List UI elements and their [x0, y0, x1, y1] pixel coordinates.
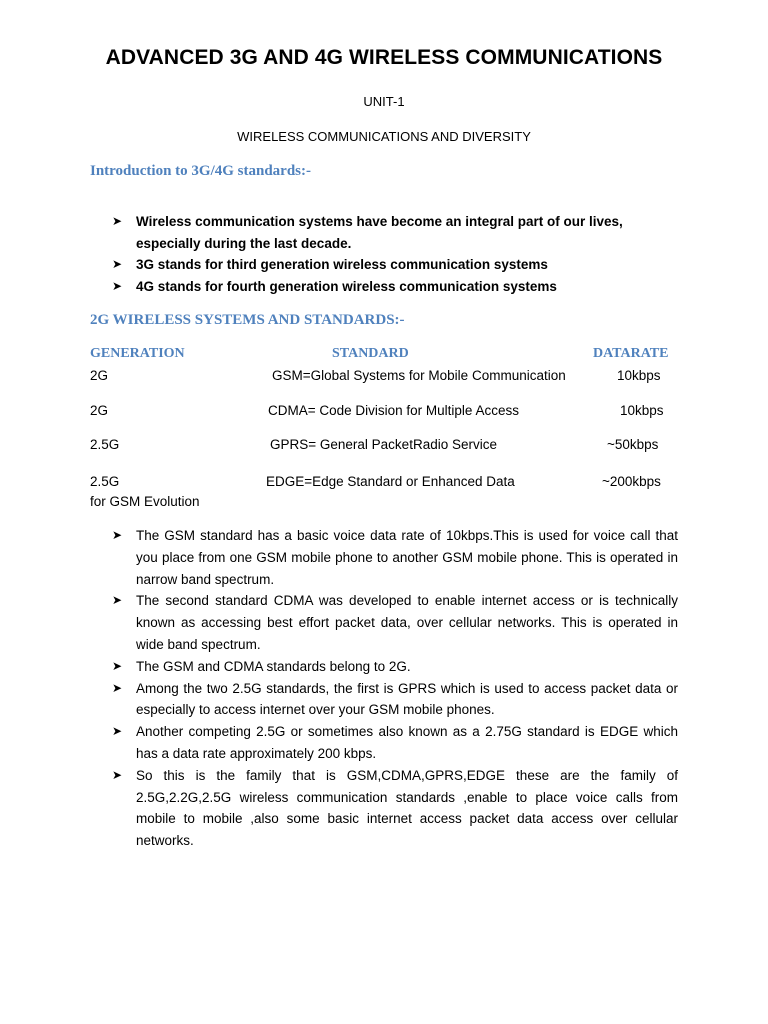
list-item: [112, 765, 678, 852]
arrowhead-bullet-icon: ➤: [112, 528, 123, 542]
unit-label: UNIT-1: [363, 94, 405, 109]
arrowhead-bullet-icon: ➤: [112, 593, 123, 608]
cell-standard: CDMA= Code Division for Multiple Access: [268, 403, 519, 418]
list-item-text: So this is the family that is GSM,CDMA,GPRS,EDGE these are the family of 2.5G,2.2G,2.5G wireless communication standards ,enable to place voice calls from mobile to mobile ,also some basic internet access packet data access over cellular networks.: [136, 767, 678, 849]
intro-heading: Introduction to 3G/4G standards:-: [90, 163, 312, 179]
list-item-text: The GSM standard has a basic voice data rate of 10kbps.This is used for voice call that you place from one GSM mobile phone to another GSM mobile phone. This is operated in narrow band spectrum.: [136, 528, 678, 587]
section-2g-bullet-list: [112, 525, 678, 852]
list-item: [112, 590, 678, 655]
list-item-text: Among the two 2.5G standards, the first is GPRS which is used to access packet data or especially to access internet over your GSM mobile phones.: [136, 680, 678, 718]
arrowhead-bullet-icon: ➤: [112, 767, 123, 782]
cell-generation: 2G: [90, 368, 109, 383]
section-2g-heading: 2G WIRELESS SYSTEMS AND STANDARDS:-: [90, 312, 405, 328]
list-item: [112, 678, 678, 722]
cell-datarate: 10kbps: [620, 403, 664, 418]
cell-datarate: 10kbps: [617, 368, 661, 383]
cell-generation: 2.5G: [90, 474, 120, 489]
column-header-datarate: DATARATE: [593, 346, 669, 361]
list-item-text: The second standard CDMA was developed to enable internet access or is technically known as accessing best effort packet data, over cellular networks. This is operated in wide band spectrum.: [136, 593, 678, 652]
row-continuation-text: for GSM Evolution: [90, 494, 200, 509]
cell-standard: GSM=Global Systems for Mobile Communication: [272, 368, 566, 383]
list-item: [112, 656, 678, 678]
cell-generation: 2G: [90, 403, 109, 418]
arrowhead-bullet-icon: ➤: [112, 658, 123, 673]
arrowhead-bullet-icon: ➤: [112, 214, 123, 228]
list-item: [112, 525, 678, 590]
list-item-text: 4G stands for fourth generation wireless communication systems: [136, 278, 557, 294]
arrowhead-bullet-icon: ➤: [112, 278, 123, 293]
cell-standard: GPRS= General PacketRadio Service: [270, 437, 497, 452]
arrowhead-bullet-icon: ➤: [112, 680, 123, 695]
intro-bullet-list: [112, 211, 678, 297]
list-item: [112, 254, 678, 276]
list-item-text: 3G stands for third generation wireless communication systems: [136, 257, 548, 272]
list-item: [112, 276, 678, 298]
cell-generation: 2.5G: [90, 437, 120, 452]
document-title: ADVANCED 3G AND 4G WIRELESS COMMUNICATIONS: [105, 46, 663, 69]
column-header-standard: STANDARD: [332, 346, 409, 361]
arrowhead-bullet-icon: ➤: [112, 257, 123, 271]
list-item-text: Another competing 2.5G or sometimes also known as a 2.75G standard is EDGE which has a data rate approximately 200 kbps.: [136, 724, 678, 761]
cell-datarate: ~200kbps: [602, 474, 661, 489]
list-item-text: The GSM and CDMA standards belong to 2G.: [136, 658, 411, 674]
list-item-text: Wireless communication systems have become an integral part of our lives, especially during the last decade.: [136, 214, 623, 251]
cell-standard: EDGE=Edge Standard or Enhanced Data: [266, 474, 515, 489]
list-item: [112, 721, 678, 765]
document-subtitle: WIRELESS COMMUNICATIONS AND DIVERSITY: [237, 129, 531, 144]
list-item: [112, 211, 678, 254]
arrowhead-bullet-icon: ➤: [112, 724, 123, 739]
cell-datarate: ~50kbps: [607, 437, 659, 452]
column-header-generation: GENERATION: [90, 346, 185, 361]
